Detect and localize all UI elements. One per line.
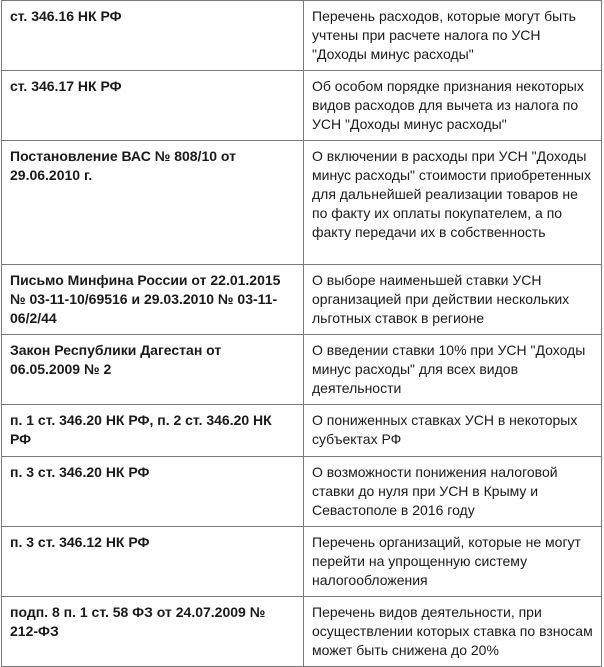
- table-row: [2, 597, 602, 667]
- table-row: [2, 335, 602, 405]
- description-cell: О введении ставки 10% при УСН "Доходы минус расходы" для всех видов деятельности: [304, 335, 602, 405]
- legal-source-cell: Постановление ВАС № 808/10 от 29.06.2010 г.: [2, 141, 304, 265]
- legal-source-cell: п. 3 ст. 346.12 НК РФ: [2, 527, 304, 597]
- legal-source-cell: подп. 8 п. 1 ст. 58 ФЗ от 24.07.2009 № 212-ФЗ: [2, 597, 304, 667]
- table-row: [2, 405, 602, 457]
- legal-source-cell: ст. 346.17 НК РФ: [2, 71, 304, 141]
- description-cell: О выборе наименьшей ставки УСН организацией при действии нескольких льготных ставок в регионе: [304, 265, 602, 335]
- description-cell: О включении в расходы при УСН "Доходы минус расходы" стоимости приобретенных для дальнейшей реализации товаров не по факту их оплаты покупателем, а по факту передачи их в собственность: [304, 141, 602, 265]
- description-cell: Перечень расходов, которые могут быть учтены при расчете налога по УСН "Доходы минус расходы": [304, 1, 602, 71]
- table-row: [2, 141, 602, 265]
- table-row: [2, 457, 602, 527]
- legal-references-table: [1, 0, 602, 667]
- description-cell: Перечень видов деятельности, при осуществлении которых ставка по взносам может быть снижена до 20%: [304, 597, 602, 667]
- legal-source-cell: п. 1 ст. 346.20 НК РФ, п. 2 ст. 346.20 НК РФ: [2, 405, 304, 457]
- description-cell: О пониженных ставках УСН в некоторых субъектах РФ: [304, 405, 602, 457]
- description-cell: О возможности понижения налоговой ставки до нуля при УСН в Крыму и Севастополе в 2016 году: [304, 457, 602, 527]
- table-row: [2, 527, 602, 597]
- description-cell: Перечень организаций, которые не могут перейти на упрощенную систему налогообложения: [304, 527, 602, 597]
- table-row: [2, 1, 602, 71]
- legal-source-cell: п. 3 ст. 346.20 НК РФ: [2, 457, 304, 527]
- description-cell: Об особом порядке признания некоторых видов расходов для вычета из налога по УСН "Доходы минус расходы": [304, 71, 602, 141]
- legal-source-cell: Закон Республики Дагестан от 06.05.2009 № 2: [2, 335, 304, 405]
- legal-source-cell: Письмо Минфина России от 22.01.2015 № 03-11-10/69516 и 29.03.2010 № 03-11-06/2/44: [2, 265, 304, 335]
- table-row: [2, 265, 602, 335]
- table-row: [2, 71, 602, 141]
- legal-source-cell: ст. 346.16 НК РФ: [2, 1, 304, 71]
- table-body: [2, 1, 602, 667]
